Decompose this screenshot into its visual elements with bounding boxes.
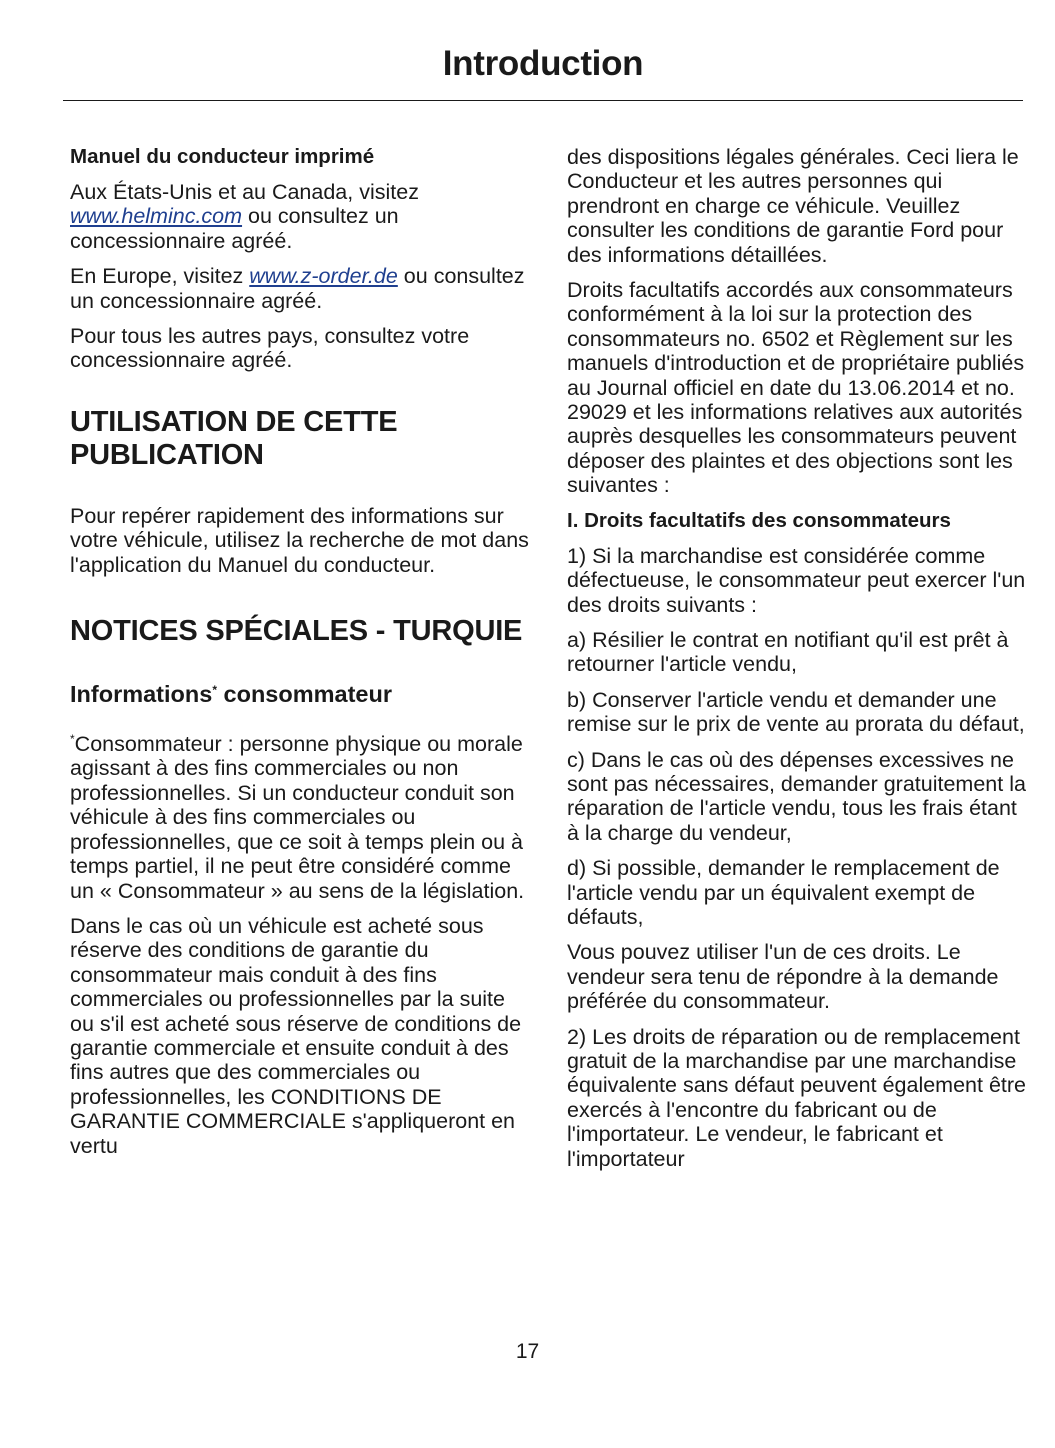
rights-item-d: d) Si possible, demander le remplacement de l'article vendu par un équivalent exempt de défauts, (567, 856, 1000, 929)
helminc-link[interactable]: www.helminc.com (70, 204, 243, 229)
page-title: Introduction (442, 44, 644, 83)
use-rights-paragraph: Vous pouvez utiliser l'un de ces droits. Le vendeur sera tenu de répondre à la demande préférée du consommateur. (567, 940, 999, 1014)
legal-provisions-paragraph: des dispositions légales générales. Ceci liera le Conducteur et les autres personnes qui prendront en charge ce véhicule. Veuillez consulter les conditions de garantie Ford pour des informations détaillées. (567, 145, 1019, 267)
page-header (63, 0, 1023, 101)
optional-rights-intro: Droits facultatifs accordés aux consommateurs conformément à la loi sur la protection des consommateurs no. 6502 et Règlement sur les manuels d'introduction et de propriétaire publiés au Journal officiel en date du 13.06.2014 et no. 29029 et les informations relatives aux autorités auprès desquelles les consommateurs peuvent déposer des plaintes et des objections sont les suivantes : (567, 278, 1025, 498)
optional-rights-heading: I. Droits facultatifs des consommateurs (567, 508, 951, 532)
rights-item-c: c) Dans le cas où des dépenses excessives ne sont pas nécessaires, demander gratuitement la réparation de l'article vendu, tous les frais étant à la charge du vendeur, (567, 747, 1026, 845)
rights-item-b: b) Conserver l'article vendu et demander une remise sur le prix de vente au prorata du défaut, (567, 687, 1025, 737)
usage-heading: UTILISATION DE CETTE PUBLICATION (70, 405, 398, 471)
footnote-marker: * (212, 683, 217, 698)
page-number: 17 (515, 1340, 540, 1363)
printed-manual-other-countries: Pour tous les autres pays, consultez votre concessionnaire agréé. (70, 324, 470, 373)
printed-manual-europe: En Europe, visitez www.z-order.de ou consultez un concessionnaire agréé. (70, 264, 525, 313)
consumer-info-heading: Informations* consommateur (70, 681, 392, 708)
usage-paragraph: Pour repérer rapidement des informations sur votre véhicule, utilisez la recherche de mot dans l'application du Manuel du conducteur. (70, 503, 529, 577)
rights-item-1: 1) Si la marchandise est considérée comme défectueuse, le consommateur peut exercer l'un des droits suivants : (567, 543, 1026, 617)
rights-item-2: 2) Les droits de réparation ou de remplacement gratuit de la marchandise par une marchandise équivalente sans défaut peuvent également être exercés à l'encontre du fabricant ou de l'importateur. Le vendeur, le fabricant et l'importateur (567, 1024, 1026, 1171)
printed-manual-heading: Manuel du conducteur imprimé (70, 145, 375, 168)
right-column (567, 145, 1027, 1182)
notices-heading: NOTICES SPÉCIALES - TURQUIE (70, 615, 523, 648)
warranty-conditions-paragraph: Dans le cas où un véhicule est acheté sous réserve des conditions de garantie du consommateur mais conduit à des fins commerciales ou professionnelles par la suite ou s'il est acheté sous réserve de conditions de garantie commerciale et ensuite conduit à des fins autres que des commerciales ou professionnelles, les CONDITIONS DE GARANTIE COMMERCIALE s'appliqueront en vertu (70, 913, 522, 1158)
footnote-marker: * (70, 732, 75, 747)
consumer-definition: *Consommateur : personne physique ou morale agissant à des fins commerciales ou non professionnelles. Si un conducteur conduit son véhicule à des fins commerciales ou professionnelles, que ce soit à temps plein ou à temps partiel, il ne peut être considéré comme un « Consommateur » au sens de la législation. (70, 732, 525, 903)
z-order-link[interactable]: www.z-order.de (249, 264, 398, 289)
rights-item-a: a) Résilier le contrat en notifiant qu'il est prêt à retourner l'article vendu, (567, 627, 1009, 677)
left-column (70, 145, 530, 1169)
printed-manual-us-canada: Aux États-Unis et au Canada, visitez www.helminc.com ou consultez un concessionnaire agréé. (70, 180, 419, 253)
